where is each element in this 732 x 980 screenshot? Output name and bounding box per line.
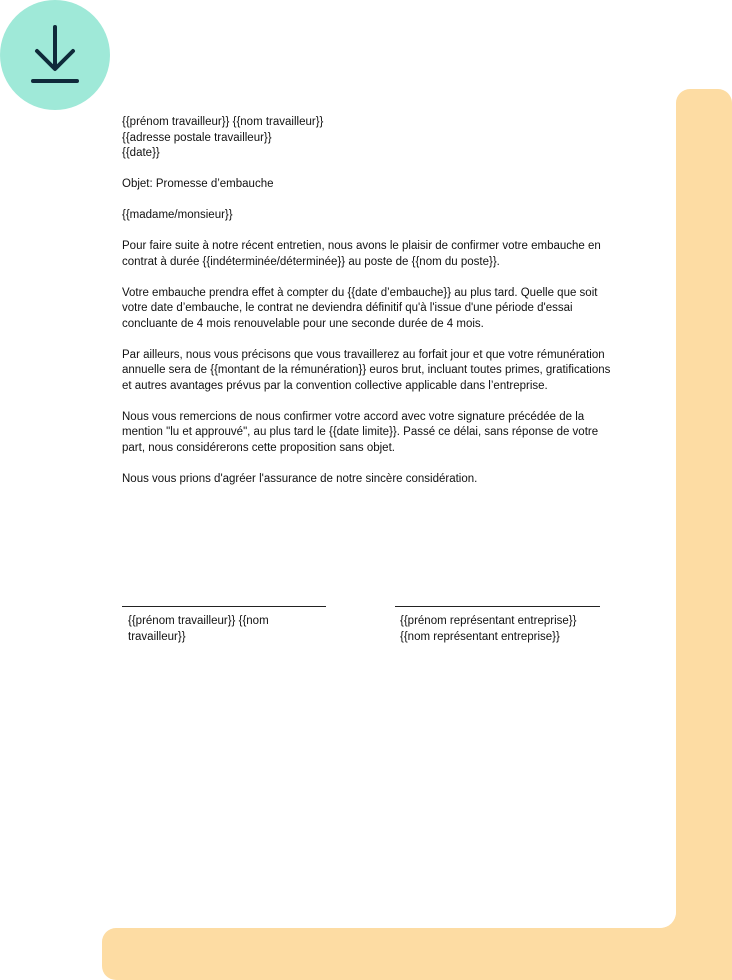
sender-name: {{prénom travailleur}} {{nom travailleur}} [122,116,324,128]
letter-paragraph: Pour faire suite à notre récent entretien, nous avons le plaisir de confirmer votre embauche en contrat à durée {{indéterminée/déterminée}} au poste de {{nom du poste}}. [122,240,601,268]
sender-address: {{adresse postale travailleur}} [122,131,272,144]
letter-paragraph: Nous vous remercions de nous confirmer votre accord avec votre signature précédée de la mention "lu et approuvé", au plus tard le {{date limite}}. Passé ce délai, sans réponse de votre part, nous considérerons cette proposition sans objet. [122,410,599,454]
signature-label-right: {{prénom représentant entreprise}} {{nom représentant entreprise}} [400,615,577,643]
signature-line-left [122,606,326,607]
signature-label-left: {{prénom travailleur}} {{nom travailleur}} [128,615,269,643]
signature-line-right [395,606,600,607]
download-button[interactable] [0,0,110,110]
letter-closing: Nous vous prions d'agréer l'assurance de notre sincère considération. [122,472,478,485]
letter-salutation: {{madame/monsieur}} [122,209,233,221]
download-arrow-icon [29,24,81,86]
letter-paragraph: Votre embauche prendra effet à compter du {{date d’embauche}} au plus tard. Quelle que soit votre date d’embauche, le contrat ne deviendra définitif qu'à l'issue d'une période d'essai concluante de 4 mois renouvelable pour une seconde durée de 4 mois. [122,286,598,330]
letter-body [122,115,612,503]
letter-paragraph: Par ailleurs, nous vous précisons que vous travaillerez au forfait jour et que votre rémunération annuelle sera de {{montant de la rémunération}} euros brut, incluant toutes primes, gratifications et autres avantages prévus par la convention collective applicable dans l’entreprise. [122,348,611,392]
letter-subject: Objet: Promesse d’embauche [122,178,274,190]
letter-date: {{date}} [122,147,160,159]
